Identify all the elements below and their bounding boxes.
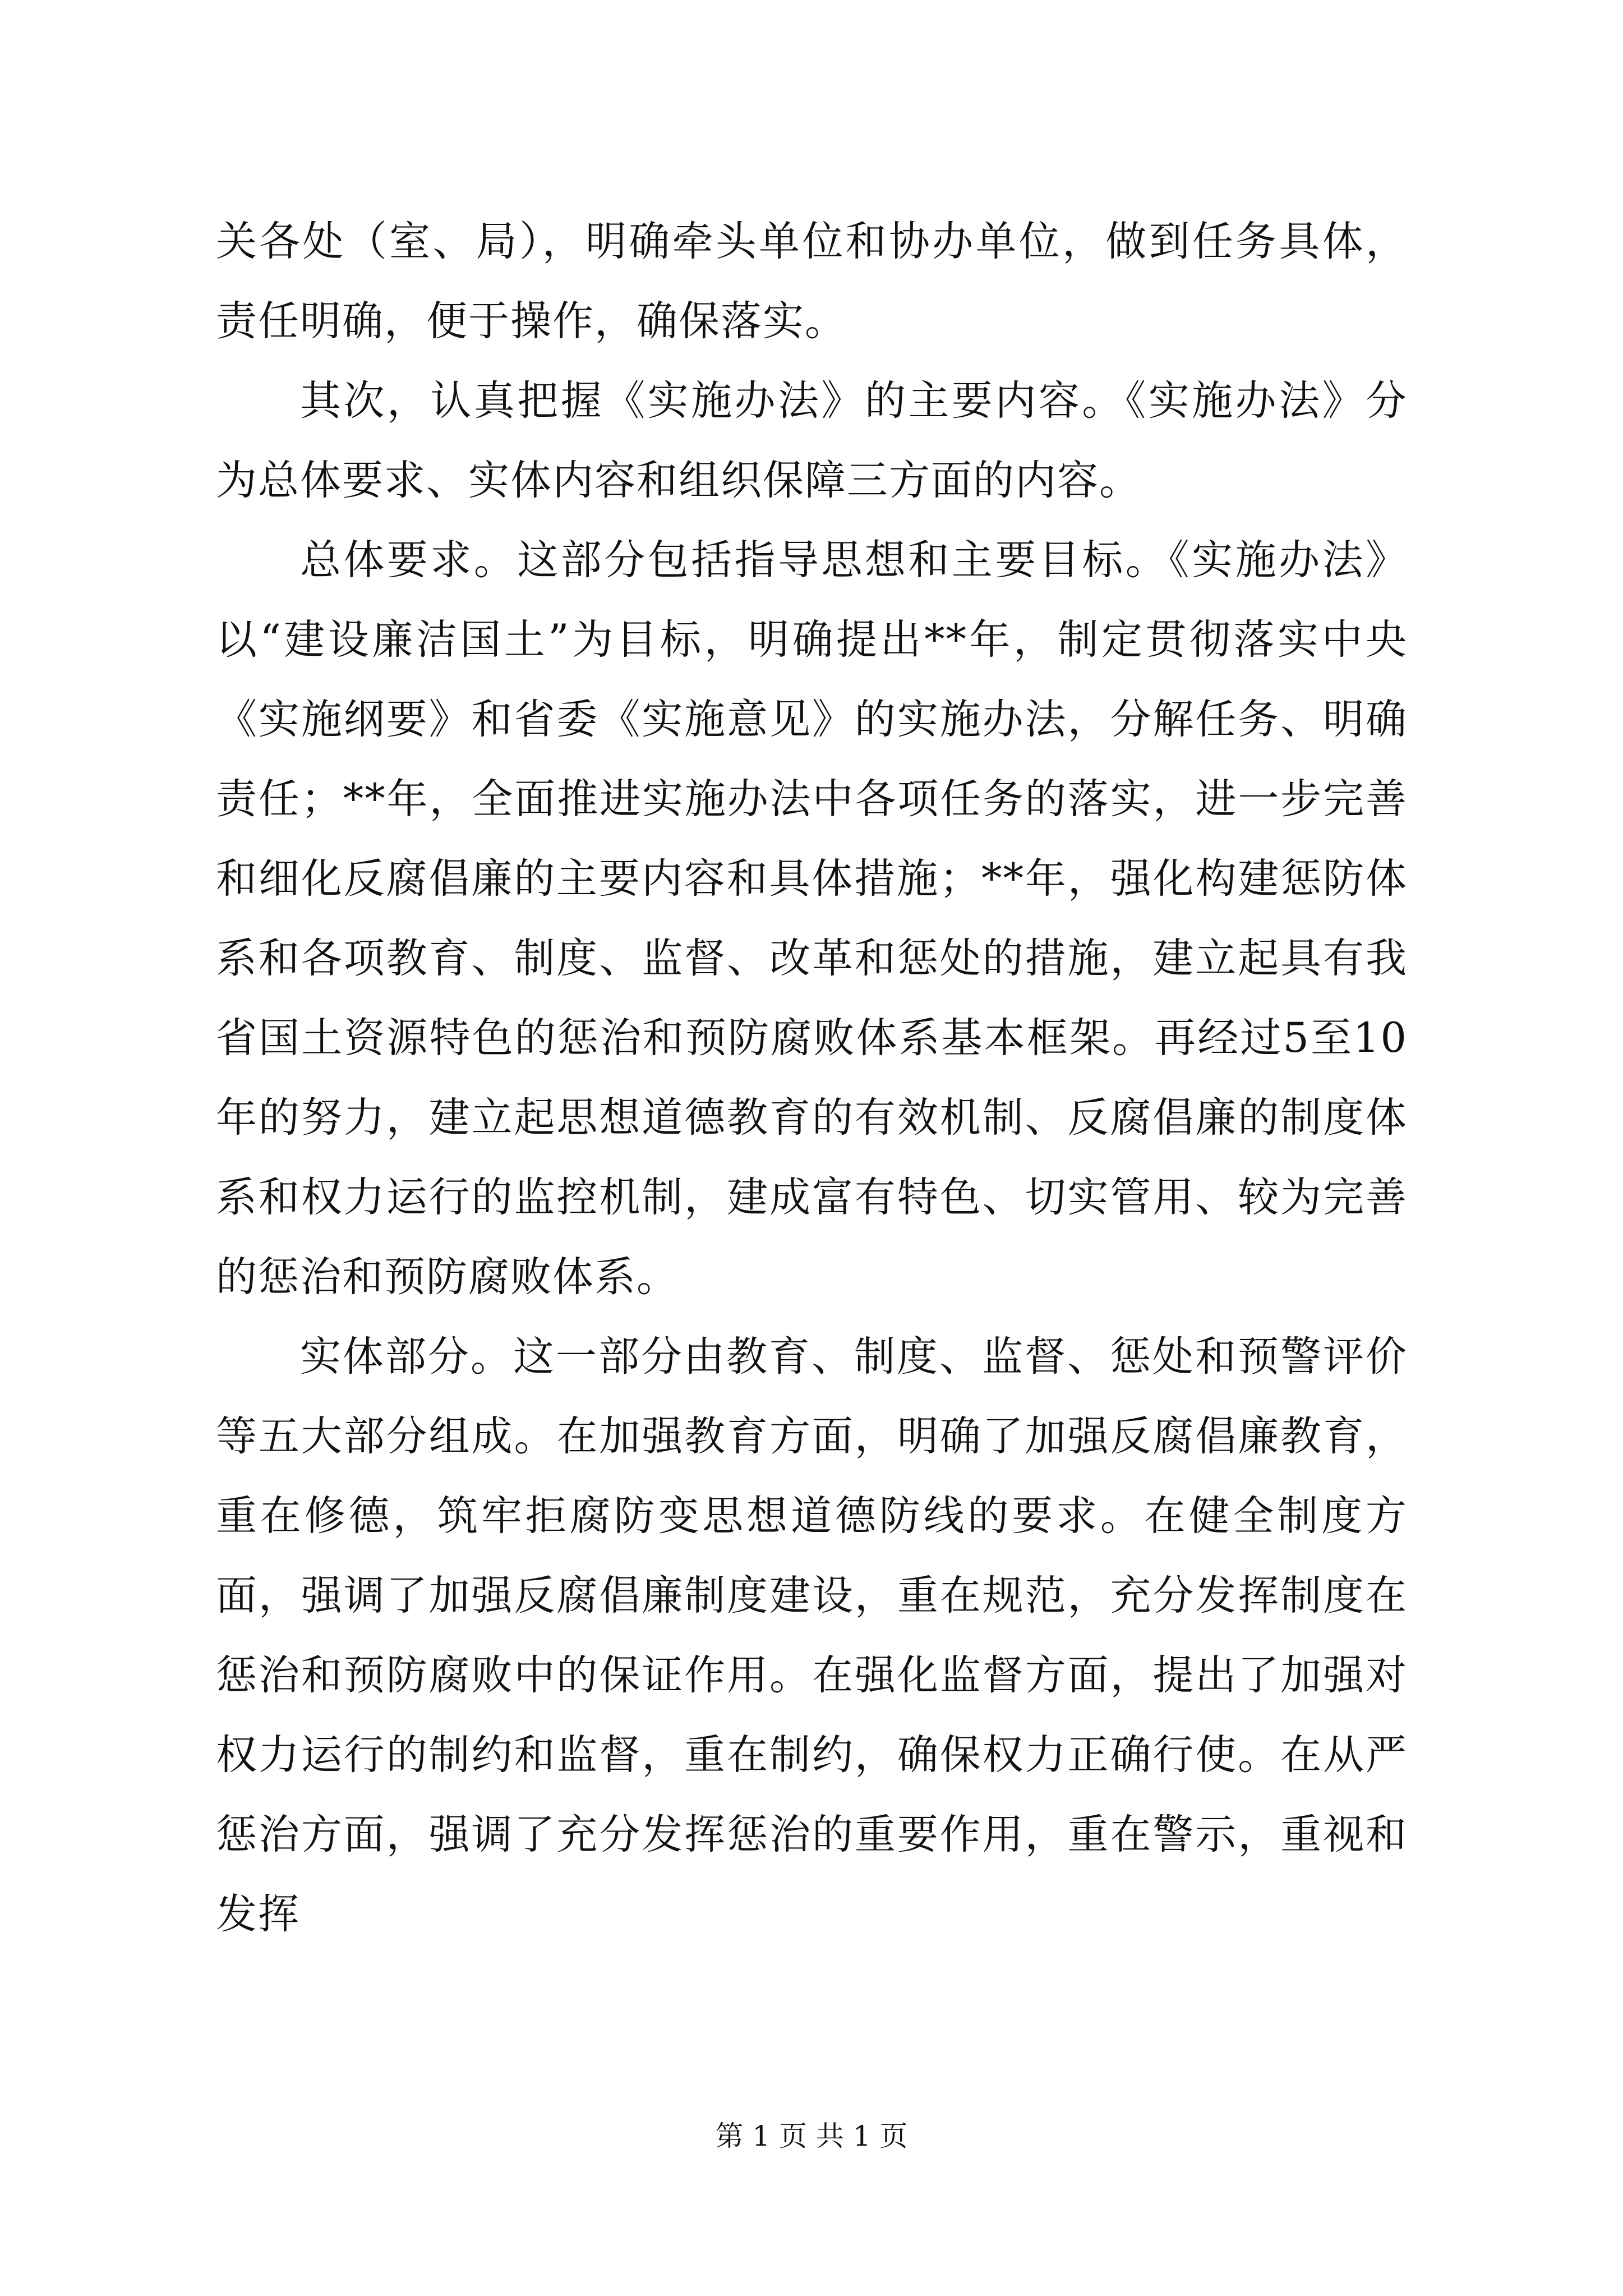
page-footer: 第 1 页 共 1 页	[715, 2120, 908, 2152]
paragraph-continuation: 关各处（室、局），明确牵头单位和协办单位，做到任务具体，责任明确，便于操作，确保落实。	[216, 218, 1408, 345]
paragraph-substantive-part: 实体部分。这一部分由教育、制度、监督、惩处和预警评价等五大部分组成。在加强教育方面，明确了加强反腐倡廉教育，重在修德，筑牢拒腐防变思想道德防线的要求。在健全制度方面，强调了加强反腐倡廉制度建设，重在规范，充分发挥制度在惩治和预防腐败中的保证作用。在强化监督方面，提出了加强对权力运行的制约和监督，重在制约，确保权力正确行使。在从严惩治方面，强调了充分发挥惩治的重要作用，重在警示，重视和发挥	[216, 1333, 1408, 1938]
paragraph-main-content: 其次，认真把握《实施办法》的主要内容。《实施办法》分为总体要求、实体内容和组织保障三方面的内容。	[216, 377, 1408, 504]
paragraph-overall-requirements: 总体要求。这部分包括指导思想和主要目标。《实施办法》以“建设廉洁国土”为目标，明确提出**年，制定贯彻落实中央《实施纲要》和省委《实施意见》的实施办法，分解任务、明确责任；**年，全面推进实施办法中各项任务的落实，进一步完善和细化反腐倡廉的主要内容和具体措施；**年，强化构建惩防体系和各项教育、制度、监督、改革和惩处的措施，建立起具有我省国土资源特色的惩治和预防腐败体系基本框架。再经过5至10年的努力，建立起思想道德教育的有效机制、反腐倡廉的制度体系和权力运行的监控机制，建成富有特色、切实管用、较为完善的惩治和预防腐败体系。	[216, 536, 1408, 1301]
document-body	[216, 202, 1408, 1954]
